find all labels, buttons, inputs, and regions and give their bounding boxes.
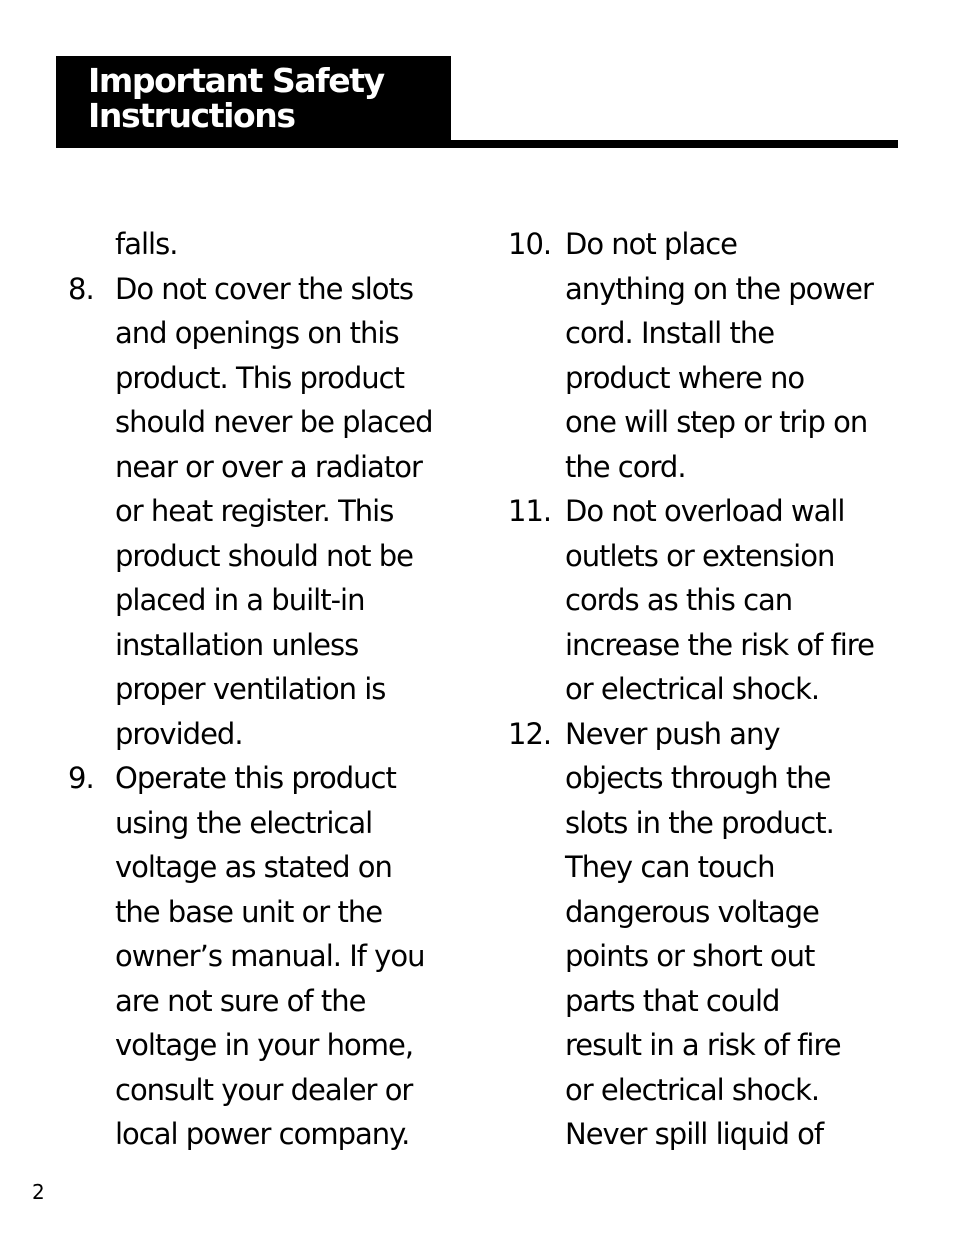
instruction-text: or electrical shock. [565, 1072, 820, 1107]
instruction-text: slots in the product. [565, 805, 834, 840]
item-number: 11. [508, 494, 552, 528]
item-number: 12. [508, 716, 552, 751]
instruction-line [508, 979, 928, 1024]
instruction-text: objects through the [565, 761, 831, 795]
instruction-line [68, 801, 468, 846]
instruction-line [68, 1112, 468, 1157]
instruction-text: one will step or trip on [565, 405, 868, 439]
instruction-line [68, 222, 468, 267]
instruction-text: and openings on this [115, 316, 399, 350]
instruction-text: voltage in your home, [115, 1028, 414, 1062]
instruction-text: parts that could [565, 983, 780, 1018]
instruction-line [508, 578, 928, 623]
item-number: 8. [68, 271, 94, 306]
instruction-text: or heat register. This [115, 494, 394, 528]
instruction-line [508, 845, 928, 890]
instruction-line [508, 445, 928, 490]
instruction-text: proper ventilation is [115, 672, 386, 706]
instruction-text: should never be placed [115, 405, 433, 439]
instruction-text: local power company. [115, 1117, 410, 1151]
right-column [508, 222, 928, 1157]
instruction-text: product where no [565, 360, 805, 395]
instruction-line [68, 445, 468, 490]
instruction-text: Do not place [565, 227, 738, 261]
instruction-text: Do not overload wall [565, 494, 845, 528]
item-number: 9. [68, 761, 94, 795]
instruction-line [68, 400, 468, 445]
instruction-line [508, 400, 928, 445]
instruction-line [68, 489, 468, 534]
instruction-text: Do not cover the slots [115, 271, 414, 306]
instruction-text: points or short out [565, 939, 815, 973]
instruction-text: falls. [115, 227, 178, 261]
instruction-text: placed in a built-in [115, 583, 365, 617]
instruction-text: owner’s manual. If you [115, 939, 425, 973]
instruction-line [68, 534, 468, 579]
instruction-text: the base unit or the [115, 894, 383, 929]
instruction-text: installation unless [115, 627, 359, 662]
instruction-text: or electrical shock. [565, 672, 820, 706]
instruction-line [508, 623, 928, 668]
instruction-text: increase the risk of fire [565, 627, 874, 662]
instruction-line [68, 356, 468, 401]
instruction-line [68, 1068, 468, 1113]
instruction-line [68, 756, 468, 801]
item-number: 10. [508, 227, 552, 261]
instruction-line [508, 801, 928, 846]
header-rule [56, 140, 898, 148]
instruction-line [68, 623, 468, 668]
instruction-text: They can touch [565, 850, 775, 884]
instruction-line [508, 756, 928, 801]
instruction-text: product should not be [115, 538, 414, 573]
instruction-line [68, 890, 468, 935]
instruction-text: the cord. [565, 449, 686, 484]
instruction-text: dangerous voltage [565, 894, 819, 929]
instruction-line [68, 311, 468, 356]
instruction-line [508, 489, 928, 534]
instruction-line [508, 890, 928, 935]
instruction-line [68, 1023, 468, 1068]
page-title [88, 63, 438, 133]
instruction-line [68, 667, 468, 712]
instruction-text: anything on the power [565, 271, 873, 306]
instruction-line [68, 267, 468, 312]
instruction-line [68, 578, 468, 623]
page-number: 2 [32, 1180, 45, 1204]
instruction-line [508, 267, 928, 312]
instruction-line [508, 1112, 928, 1157]
instruction-text: product. This product [115, 360, 404, 395]
instruction-text: using the electrical [115, 805, 373, 840]
instruction-line [68, 712, 468, 757]
left-column [68, 222, 468, 1157]
instruction-line [68, 845, 468, 890]
instruction-line [68, 934, 468, 979]
instruction-text: are not sure of the [115, 983, 366, 1018]
instruction-text: cords as this can [565, 583, 793, 617]
instruction-text: outlets or extension [565, 538, 835, 573]
instruction-line [68, 979, 468, 1024]
instruction-text: cord. Install the [565, 316, 775, 350]
instruction-text: near or over a radiator [115, 449, 422, 484]
instruction-line [508, 222, 928, 267]
instruction-line [508, 934, 928, 979]
instruction-line [508, 712, 928, 757]
instruction-line [508, 1023, 928, 1068]
instruction-text: consult your dealer or [115, 1072, 413, 1107]
instruction-text: result in a risk of fire [565, 1028, 841, 1062]
page-title-line-1: Important Safety [88, 61, 384, 100]
instruction-text: Never push any [565, 716, 780, 751]
instruction-line [508, 534, 928, 579]
instruction-text: provided. [115, 716, 243, 751]
instruction-line [508, 667, 928, 712]
instruction-text: voltage as stated on [115, 850, 392, 884]
instruction-line [508, 1068, 928, 1113]
page-title-line-2: Instructions [88, 96, 295, 135]
instruction-line [508, 311, 928, 356]
instruction-line [508, 356, 928, 401]
instruction-text: Never spill liquid of [565, 1117, 824, 1151]
instruction-text: Operate this product [115, 761, 396, 795]
